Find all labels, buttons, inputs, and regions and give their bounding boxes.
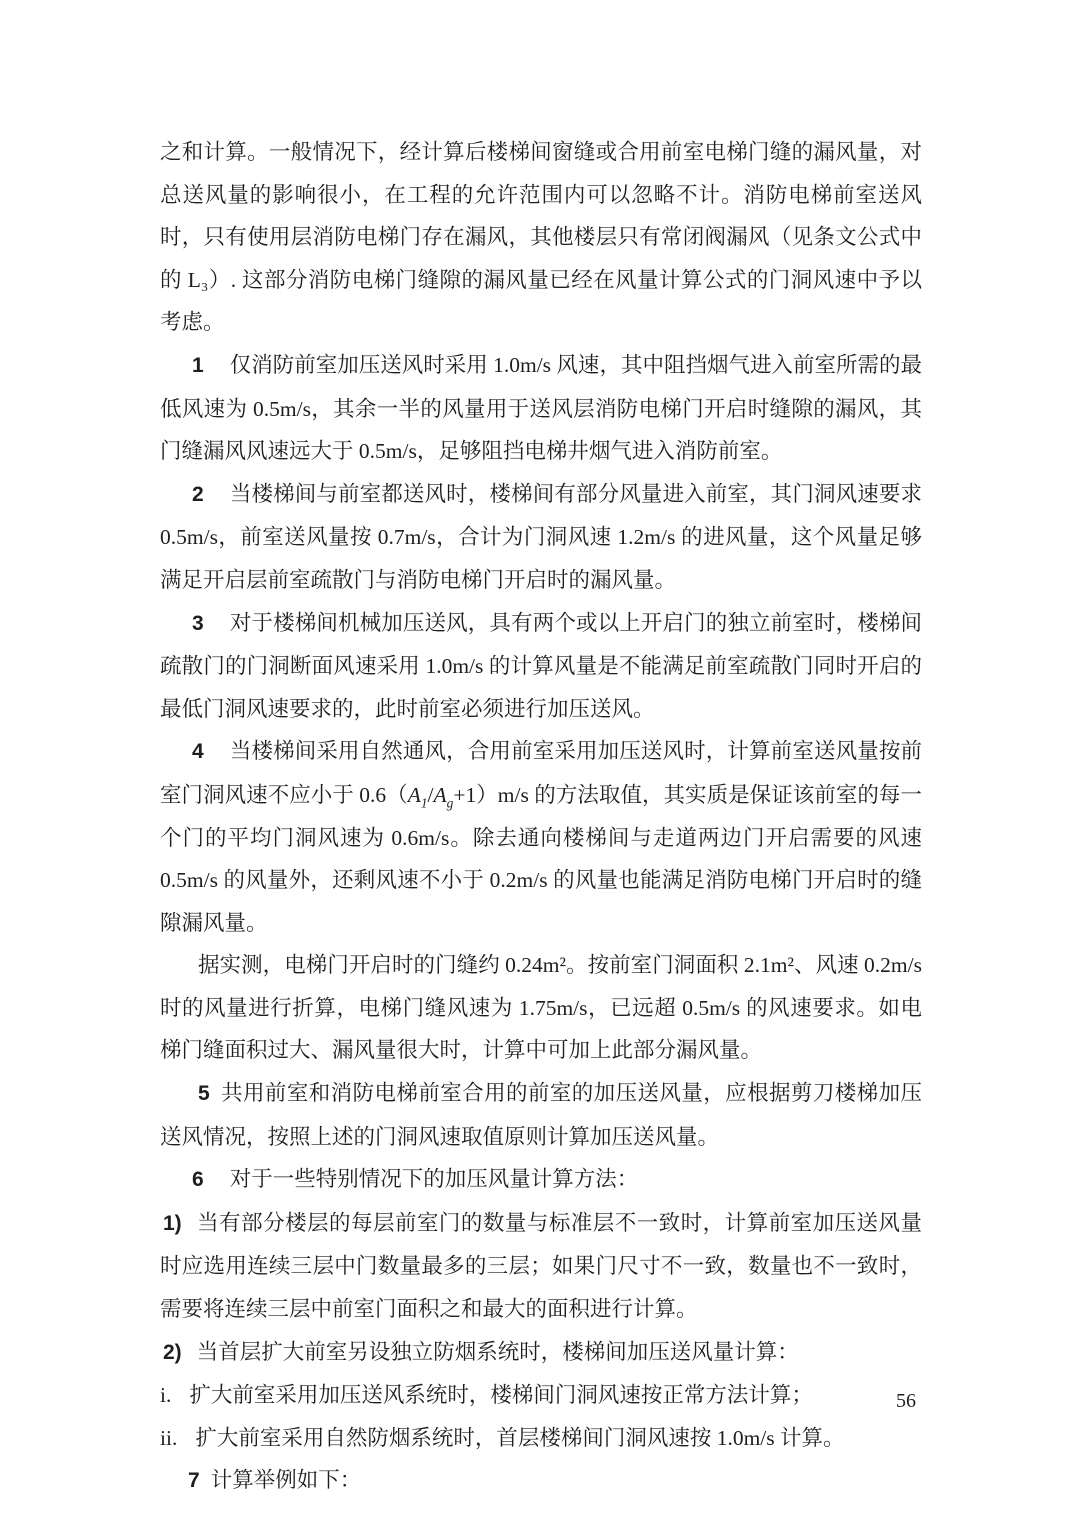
clause-item-4 [160,730,922,944]
clause-text-5: 共用前室和消防电梯前室合用的前室的加压送风量，应根据剪刀楼梯加压送风情况，按照上述的门洞风速取值原则计算加压送风量。 [160,1081,922,1149]
formula-slash: / [427,782,434,807]
paragraph-intro-text: 之和计算。一般情况下，经计算后楼梯间窗缝或合用前室电梯门缝的漏风量，对总送风量的影响很小，在工程的允许范围内可以忽略不计。消防电梯前室送风时，只有使用层消防电梯门存在漏风，其他楼层只有常闭阀漏风（见条文公式中的 L₃）. 这部分消防电梯门缝隙的漏风量已经在风量计算公式的门洞风速中予以考虑。 [160,140,922,335]
formula-variable-A1: A [407,782,421,807]
sub-item-text-2: 当首层扩大前室另设独立防烟系统时，楼梯间加压送风量计算： [196,1339,799,1364]
sub-item-text-1: 当有部分楼层的每层前室门的数量与标准层不一致时，计算前室加压送风量时应选用连续三层中门数量最多的三层；如果门尺寸不一致，数量也不一致时，需要将连续三层中前室门面积之和最大的面积进行计算。 [160,1210,922,1322]
clause-text-6: 对于一些特别情况下的加压风量计算方法： [229,1167,639,1192]
clause-number-1: 1 [192,353,204,377]
clause-text-4-lead: 当楼梯间采用自然通风，合用前室采用加压送风时，计算前室送风量按前室门洞风速不应小于 0.6（ [160,739,922,807]
roman-text-ii: 扩大前室采用自然防烟系统时，首层楼梯间门洞风速按 1.0m/s 计算。 [195,1425,845,1450]
clause-number-7: 7 [188,1469,200,1493]
clause-item-6 [160,1158,922,1202]
sub-item-2 [160,1331,922,1375]
formula-tail: +1）m/s [453,782,535,807]
clause-text-1: 仅消防前室加压送风时采用 1.0m/s 风速，其中阻挡烟气进入前室所需的最低风速为 0.5m/s，其余一半的风量用于送风层消防电梯门开启时缝隙的漏风，其门缝漏风风速远大于 0.5m/s，足够阻挡电梯井烟气进入消防前室。 [160,352,922,464]
formula-subscript-1: 1 [420,795,428,811]
formula-variable-Ag: A [433,782,447,807]
paragraph-measured [160,944,922,1072]
sub-item-marker-1: 1) [163,1211,182,1235]
document-body [160,131,922,1503]
formula-subscript-g: g [446,795,454,811]
roman-item-ii [160,1417,922,1460]
paragraph-intro [160,131,922,344]
clause-text-2: 当楼梯间与前室都送风时，楼梯间有部分风量进入前室，其门洞风速要求 0.5m/s，前室送风量按 0.7m/s，合计为门洞风速 1.2m/s 的进风量，这个风量足够满足开启层前室疏散门与消防电梯门开启时的漏风量。 [160,481,922,592]
clause-item-1 [160,344,922,473]
roman-marker-ii: ii. [160,1425,178,1450]
clause-number-6: 6 [192,1168,204,1192]
roman-marker-i: i. [160,1383,172,1408]
sub-item-marker-2: 2) [163,1340,182,1364]
clause-text-7: 计算举例如下： [210,1468,362,1493]
clause-item-2 [160,473,922,602]
clause-number-3: 3 [192,611,204,635]
clause-item-5 [160,1072,922,1158]
page-number: 56 [896,1390,916,1412]
paragraph-measured-text: 据实测，电梯门开启时的门缝约 0.24m²。按前室门洞面积 2.1m²、风速 0.2m/s 时的风量进行折算，电梯门缝风速为 1.75m/s，已远超 0.5m/s 的风速要求。如电梯门缝面积过大、漏风量很大时，计算中可加上此部分漏风量。 [160,953,922,1063]
roman-text-i: 扩大前室采用加压送风系统时，楼梯间门洞风速按正常方法计算； [189,1383,813,1408]
clause-text-4-rest: 的方法取值，其实质是保证该前室的每一个门的平均门洞风速为 0.6m/s。除去通向楼梯间与走道两边门开启需要的风速 0.5m/s 的风量外，还剩风速不小于 0.2m/s 的风量也能满足消防电梯门开启时的缝隙漏风量。 [160,782,922,935]
clause-text-3: 对于楼梯间机械加压送风，具有两个或以上开启门的独立前室时，楼梯间疏散门的门洞断面风速采用 1.0m/s 的计算风量是不能满足前室疏散门同时开启的最低门洞风速要求的，此时前室必须进行加压送风。 [160,610,922,721]
sub-item-1 [160,1202,922,1331]
clause-number-4: 4 [192,740,204,764]
roman-item-i [160,1374,922,1417]
clause-item-7 [160,1459,922,1503]
clause-item-3 [160,602,922,731]
clause-number-5: 5 [198,1082,210,1106]
clause-number-2: 2 [192,482,204,506]
